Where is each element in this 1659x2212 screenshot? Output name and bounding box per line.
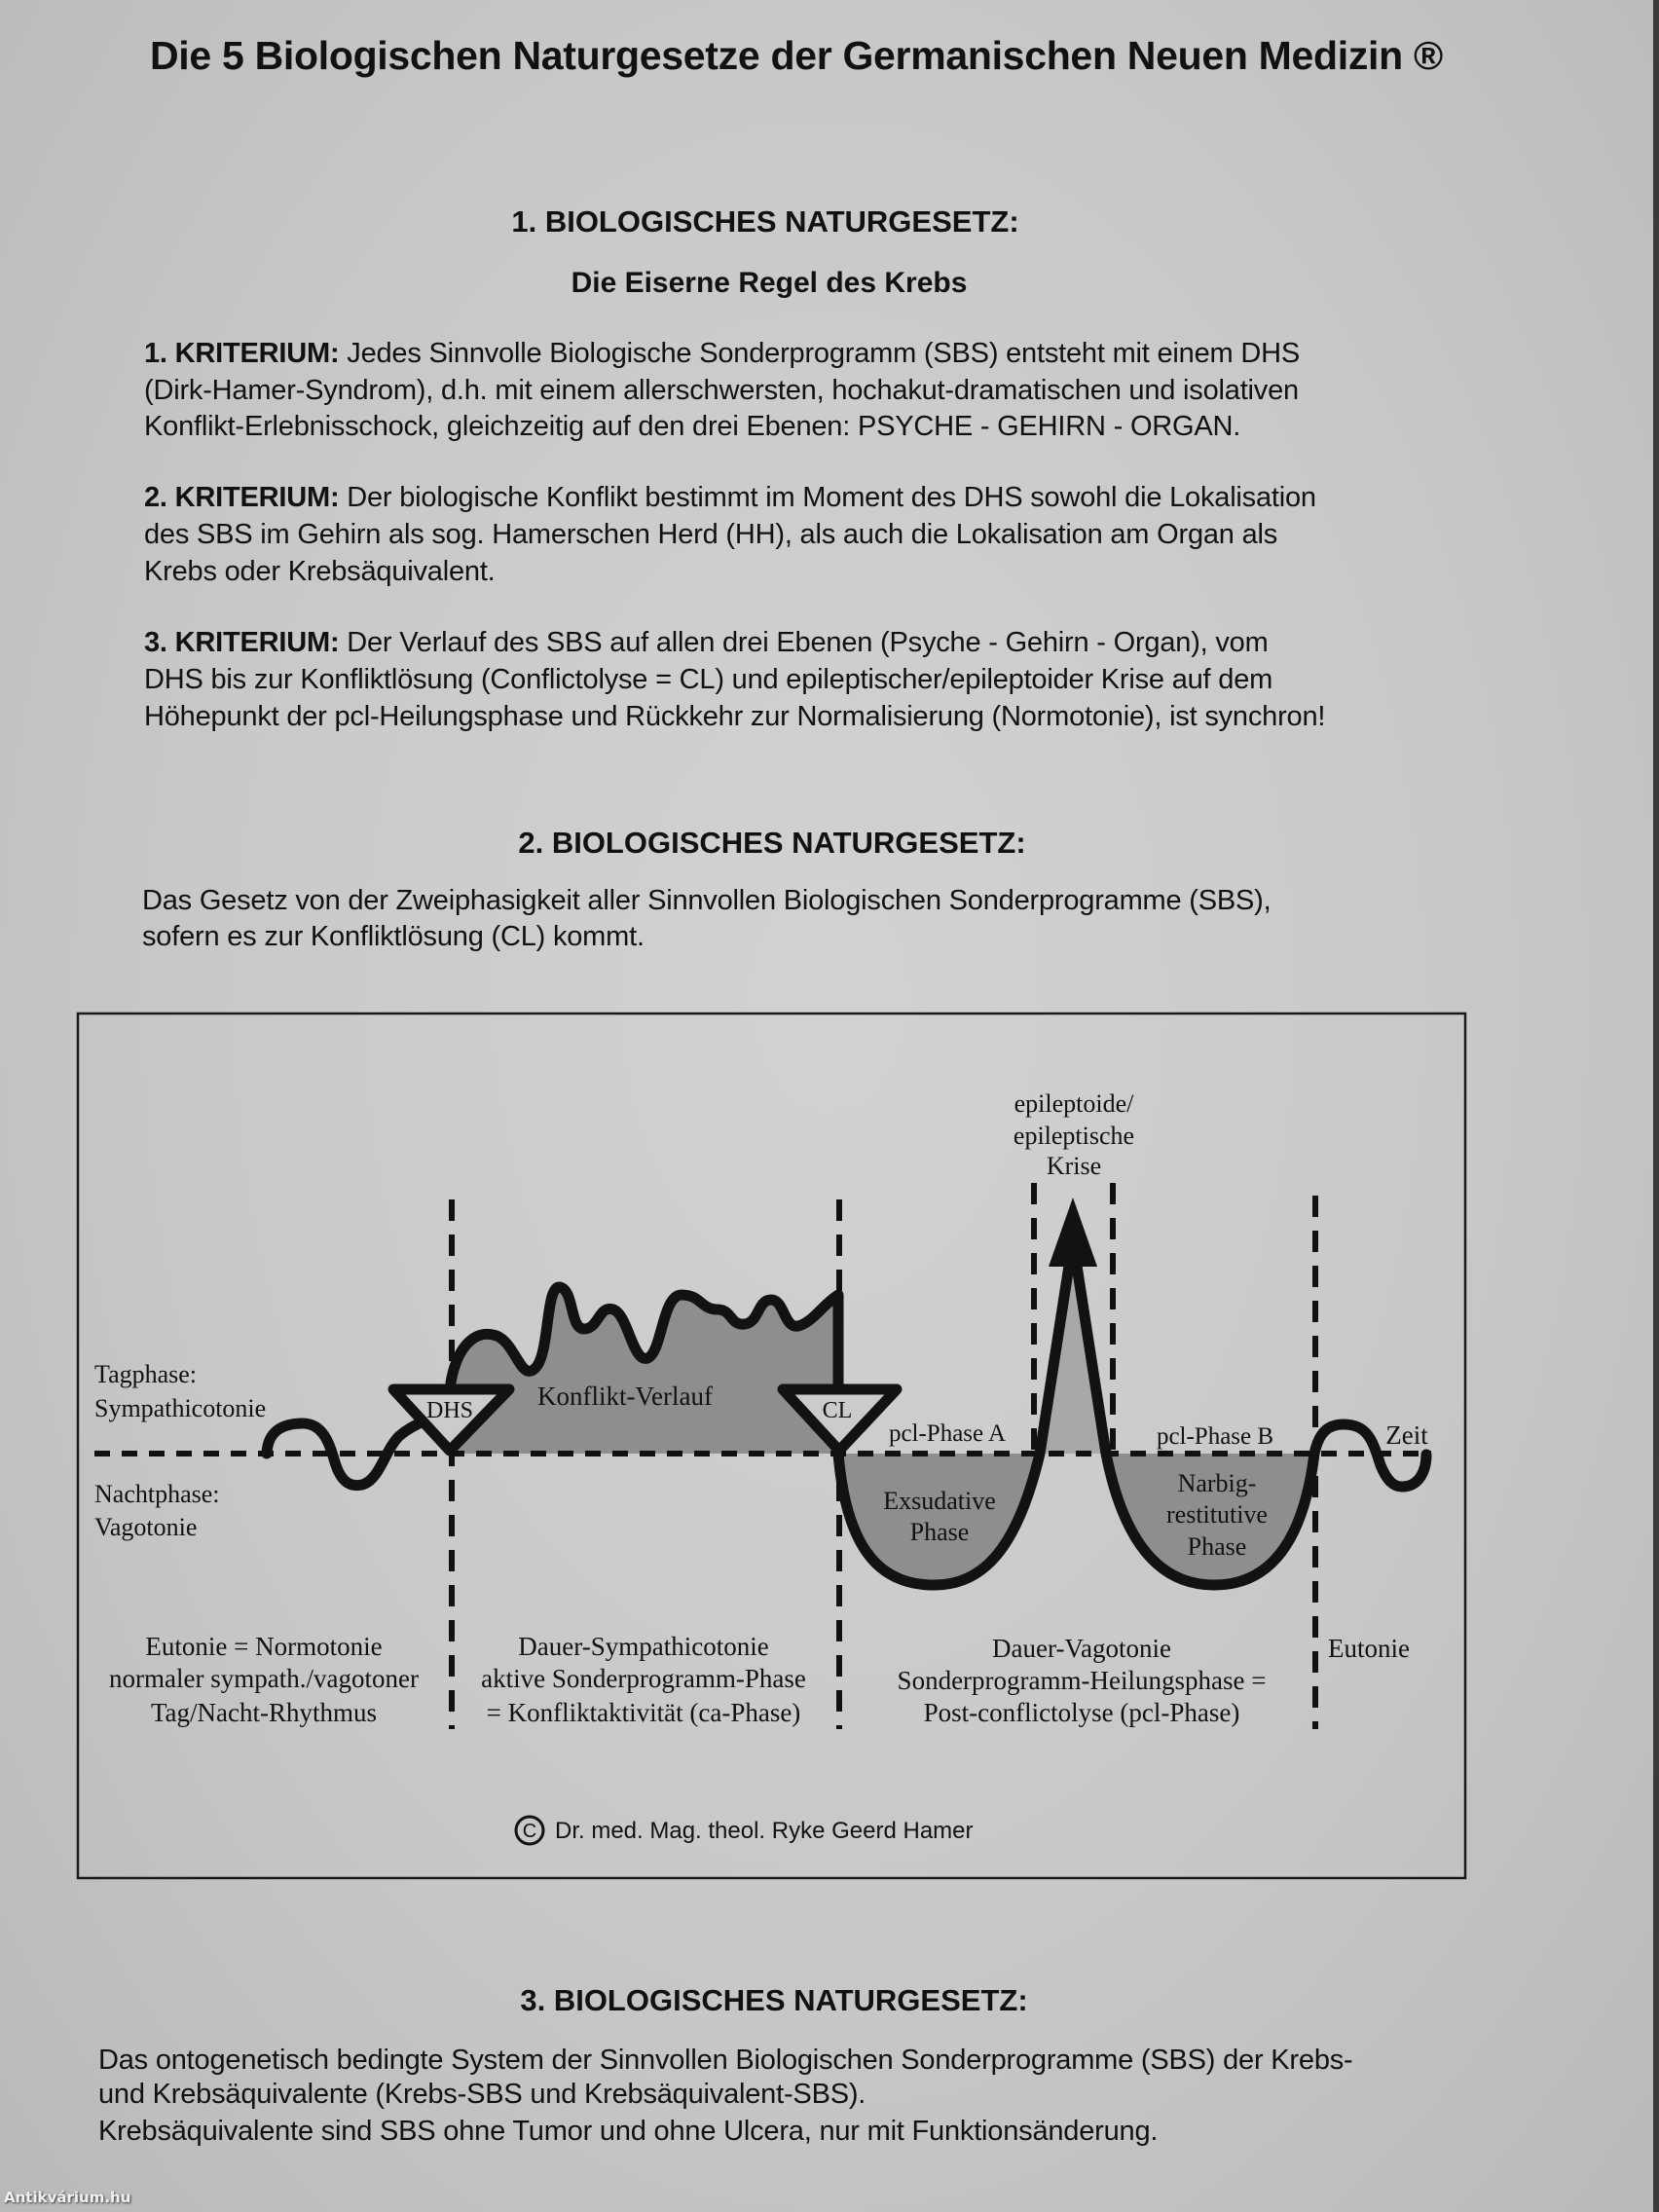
dhs-label: DHS	[425, 1398, 474, 1423]
pcl-phase-b-label: pcl-Phase B	[1156, 1423, 1274, 1450]
law2-heading: 2. BIOLOGISCHES NATURGESETZ:	[518, 826, 1026, 860]
law3-text-line: Das ontogenetisch bedingte System der Sinnvollen Biologischen Sonderprogramme (SBS) der Krebs-	[98, 2045, 1353, 2076]
law1-heading: 1. BIOLOGISCHES NATURGESETZ:	[511, 204, 1019, 239]
ca-phase-column-text: = Konfliktaktivität (ca-Phase)	[486, 1698, 801, 1727]
pcl-phase-a-label: pcl-Phase A	[888, 1420, 1007, 1447]
narbig-label: restitutive	[1166, 1500, 1268, 1529]
crisis-label: epileptische	[1013, 1122, 1135, 1150]
law2-text-line: sofern es zur Konfliktlösung (CL) kommt.	[142, 921, 645, 952]
criterion-label: 3. KRITERIUM:	[144, 627, 340, 658]
crisis-arrow-icon	[1049, 1198, 1097, 1267]
pcl-phase-column-text: Post-conflictolyse (pcl-Phase)	[923, 1698, 1240, 1727]
watermark: Antikvárium.hu	[4, 2189, 131, 2206]
time-label: Zeit	[1385, 1420, 1428, 1450]
eutonie-column-text: normaler sympath./vagotoner	[109, 1664, 419, 1693]
copyright-c-glyph: C	[522, 1821, 537, 1842]
pcl-phase-column-text: Sonderprogramm-Heilungsphase =	[897, 1666, 1267, 1695]
pcl-phase-column-text: Dauer-Vagotonie	[992, 1634, 1171, 1663]
law1-subheading: Die Eiserne Regel des Krebs	[571, 267, 968, 299]
cl-label: CL	[822, 1398, 853, 1423]
exsudative-label: Exsudative	[883, 1487, 996, 1515]
criterion-label: 2. KRITERIUM:	[144, 482, 340, 513]
day-phase-label: Sympathicotonie	[94, 1394, 267, 1422]
law3-heading: 3. BIOLOGISCHES NATURGESETZ:	[520, 1983, 1028, 2017]
copyright-text: Dr. med. Mag. theol. Ryke Geerd Hamer	[555, 1818, 974, 1844]
eutonie-column-text: Tag/Nacht-Rhythmus	[150, 1698, 378, 1727]
page-title: Die 5 Biologischen Naturgesetze der Germanischen Neuen Medizin ®	[150, 33, 1443, 78]
ca-phase-column-text: Dauer-Sympathicotonie	[518, 1632, 769, 1661]
law3-text-line: und Krebsäquivalente (Krebs-SBS und Krebsäquivalent-SBS).	[98, 2079, 866, 2110]
law2-text-line: Das Gesetz von der Zweiphasigkeit aller Sinnvollen Biologischen Sonderprogramme (SBS),	[142, 885, 1272, 916]
night-phase-label: Vagotonie	[94, 1513, 198, 1541]
day-phase-label: Tagphase:	[94, 1360, 198, 1388]
conflict-label: Konflikt-Verlauf	[537, 1382, 713, 1411]
night-phase-label: Nachtphase:	[94, 1480, 220, 1508]
crisis-label: Krise	[1046, 1152, 1102, 1180]
ca-phase-column-text: aktive Sonderprogramm-Phase	[481, 1664, 806, 1693]
narbig-label: Narbig-	[1177, 1469, 1257, 1497]
eutonie-column-text: Eutonie = Normotonie	[145, 1632, 383, 1661]
law3-text-line: Krebsäquivalente sind SBS ohne Tumor und ohne Ulcera, nur mit Funktionsänderung.	[98, 2116, 1159, 2147]
crisis-label: epileptoide/	[1014, 1089, 1134, 1118]
eutonie-right-text: Eutonie	[1328, 1634, 1410, 1663]
narbig-label: Phase	[1187, 1532, 1247, 1561]
exsudative-label: Phase	[909, 1518, 970, 1546]
criterion-label: 1. KRITERIUM:	[144, 338, 340, 369]
